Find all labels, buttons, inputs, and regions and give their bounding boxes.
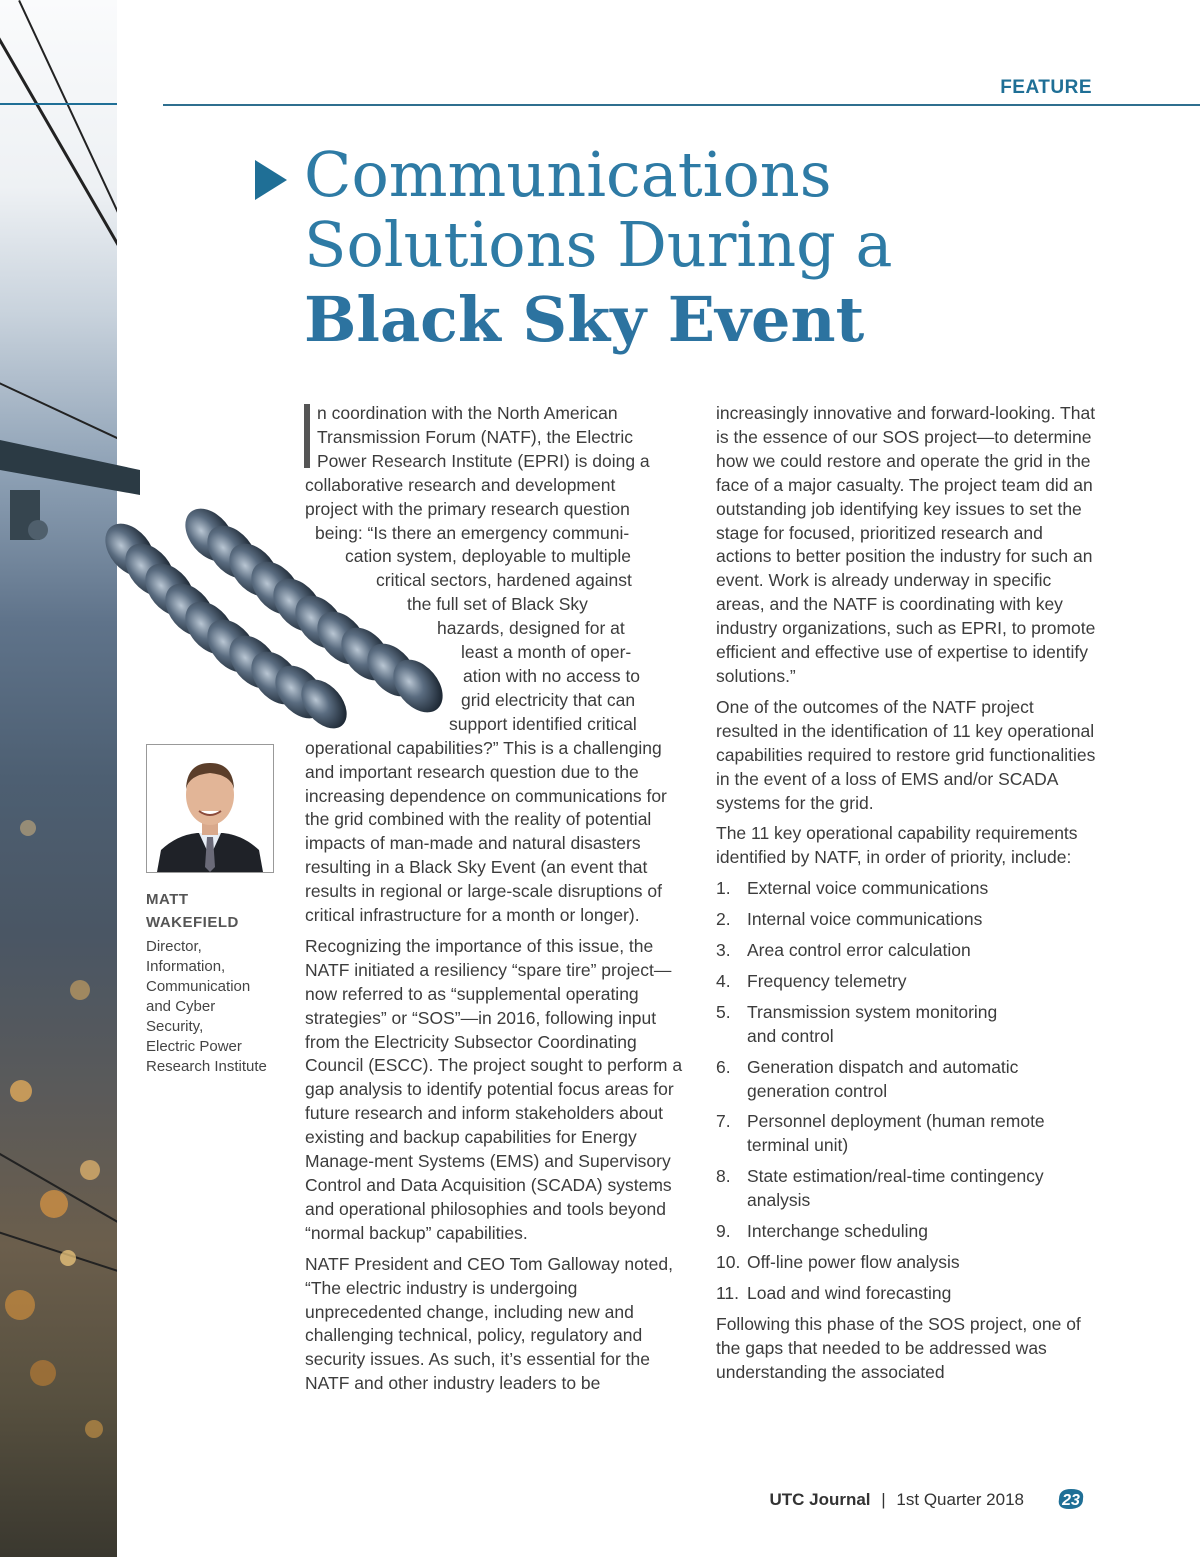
list-number: 3. bbox=[716, 940, 731, 961]
list-text: Frequency telemetry bbox=[747, 970, 907, 991]
footer-separator: | bbox=[881, 1490, 886, 1509]
list-text: Off-line power flow analysis bbox=[747, 1252, 960, 1272]
paragraph-5: One of the outcomes of the NATF project resulted in the identification of 11 key operational capabilities required to restore grid functionalities in the event of a loss of EMS and/or SCADA systems for the grid. bbox=[716, 696, 1096, 813]
paragraph-6: The 11 key operational capability requirements identified by NATF, in order of priority, include: bbox=[716, 823, 1078, 868]
text-line: least a month of oper- bbox=[461, 642, 632, 663]
title-line-2: Solutions During a bbox=[304, 208, 893, 281]
section-label: FEATURE bbox=[1000, 77, 1092, 98]
author-title bbox=[146, 937, 286, 1077]
list-text: Transmission system monitoring and control bbox=[747, 1001, 998, 1046]
list-number: 5. bbox=[716, 1001, 731, 1022]
list-number: 1. bbox=[716, 878, 731, 899]
paragraph-3: NATF President and CEO Tom Galloway noted, “The electric industry is undergoing unprecedented change, including new and challenging technical, policy, regulatory and security issues. As such, it’s essential for the NATF and other industry leaders to be bbox=[305, 1253, 673, 1394]
header-rule bbox=[163, 104, 1200, 106]
author-title-line: and Cyber bbox=[146, 998, 216, 1015]
list-number: 8. bbox=[716, 1166, 731, 1187]
text-line: project with the primary research question bbox=[305, 498, 630, 519]
text-line: collaborative research and development bbox=[305, 474, 616, 495]
author-photo bbox=[146, 744, 274, 873]
list-text: Generation dispatch and automatic generation control bbox=[747, 1056, 1019, 1101]
list-text: External voice communications bbox=[747, 878, 989, 899]
list-text: Interchange scheduling bbox=[747, 1221, 928, 1242]
text-line: the full set of Black Sky bbox=[407, 594, 588, 615]
list-number: 6. bbox=[716, 1056, 731, 1077]
list-number: 7. bbox=[716, 1111, 731, 1132]
text-line: n coordination with the North American bbox=[317, 403, 618, 423]
list-item bbox=[716, 1165, 1096, 1213]
list-item bbox=[716, 939, 1096, 963]
list-text: Personnel deployment (human remote terminal unit) bbox=[747, 1111, 1045, 1156]
paragraph-1-continued: operational capabilities?” This is a challenging and important research question due to the increasing dependence on communications for the grid combined with the reality of potential impacts of man-made and natural disasters resulting in a Black Sky Event (an event that results in regional or large-scale disruptions of critical infrastructure for a month or longer). bbox=[305, 737, 667, 926]
side-photo-strip bbox=[0, 0, 117, 1557]
author-title-line: Information, bbox=[146, 958, 226, 975]
list-item bbox=[716, 1110, 1096, 1158]
list-number: 10. bbox=[716, 1252, 741, 1272]
author-first-name: MATT bbox=[146, 891, 189, 908]
list-number: 4. bbox=[716, 970, 731, 991]
list-item bbox=[716, 1220, 1096, 1244]
author-title-line: Electric Power bbox=[146, 1038, 242, 1055]
article-title bbox=[304, 140, 893, 360]
author-title-line: Communication bbox=[146, 978, 251, 995]
title-arrow-icon bbox=[255, 160, 287, 200]
paragraph-2: Recognizing the importance of this issue, the NATF initiated a resiliency “spare tire” project—now referred to as “supplemental operating strategies” or “SOS”—in 2016, following input from the Electricity Subsector Coordinating Council (ESCC). The project sought to perform a gap analysis to identify potential focus areas for future research and inform stakeholders about existing and backup capabilities for Energy Manage-ment Systems (EMS) and Supervisory Control and Data Acquisition (SCADA) systems and operational philosophies and tools beyond “normal backup” capabilities. bbox=[305, 935, 683, 1243]
text-line: Transmission Forum (NATF), the Electric bbox=[317, 426, 634, 447]
text-line: grid electricity that can bbox=[461, 689, 636, 710]
article-column-1 bbox=[305, 402, 685, 1403]
title-line-1: Communications bbox=[304, 138, 832, 211]
author-name bbox=[146, 888, 239, 934]
strip-rule bbox=[0, 103, 117, 105]
list-item bbox=[716, 877, 1096, 901]
list-item bbox=[716, 1056, 1096, 1104]
title-line-3: Black Sky Event bbox=[304, 283, 865, 356]
list-text: Load and wind forecasting bbox=[747, 1282, 952, 1303]
list-item bbox=[716, 970, 1096, 994]
list-number: 9. bbox=[716, 1221, 731, 1242]
paragraph-7: Following this phase of the SOS project, one of the gaps that needed to be addressed was understanding the associated bbox=[716, 1313, 1081, 1382]
list-number: 11. bbox=[716, 1282, 740, 1303]
text-line: hazards, designed for at bbox=[437, 618, 625, 639]
text-line: ation with no access to bbox=[463, 665, 641, 686]
list-text: State estimation/real-time contingency analysis bbox=[747, 1166, 1044, 1211]
text-line: cation system, deployable to multiple bbox=[345, 546, 631, 567]
journal-name: UTC Journal bbox=[769, 1490, 871, 1509]
list-item bbox=[716, 1251, 1096, 1275]
text-line: Power Research Institute (EPRI) is doing a bbox=[317, 450, 650, 471]
page-footer bbox=[769, 1490, 1024, 1510]
author-title-line: Director, bbox=[146, 938, 202, 955]
list-number: 2. bbox=[716, 909, 731, 930]
list-item bbox=[716, 908, 1096, 932]
list-text: Internal voice communications bbox=[747, 909, 983, 930]
text-line: support identified critical bbox=[449, 713, 637, 734]
author-title-line: Security, bbox=[146, 1018, 204, 1035]
list-text: Area control error calculation bbox=[747, 940, 971, 961]
page-number: 23 bbox=[1062, 1492, 1080, 1509]
issue-date: 1st Quarter 2018 bbox=[896, 1490, 1024, 1509]
list-item bbox=[716, 1001, 1096, 1049]
paragraph-4: increasingly innovative and forward-looking. That is the essence of our SOS project—to determine how we could restore and operate the grid in the face of a major casualty. The project team did an outstanding job identifying key issues to set the stage for focused, prioritized research and actions to better position the industry for such an event. Work is already underway in specific areas, and the NATF is coordinating with key industry organizations, such as EPRI, to promote efficient and effective use of expertise to identify solutions.” bbox=[716, 403, 1096, 686]
text-line: critical sectors, hardened against bbox=[376, 570, 632, 591]
page-number-badge bbox=[1055, 1487, 1087, 1511]
author-title-line: Research Institute bbox=[146, 1058, 267, 1075]
author-last-name: WAKEFIELD bbox=[146, 914, 239, 931]
text-line: being: “Is there an emergency communi- bbox=[315, 522, 630, 543]
list-item bbox=[716, 1282, 1096, 1306]
capability-list bbox=[716, 877, 1096, 1306]
article-column-2 bbox=[716, 402, 1096, 1392]
paragraph-1 bbox=[305, 402, 685, 928]
